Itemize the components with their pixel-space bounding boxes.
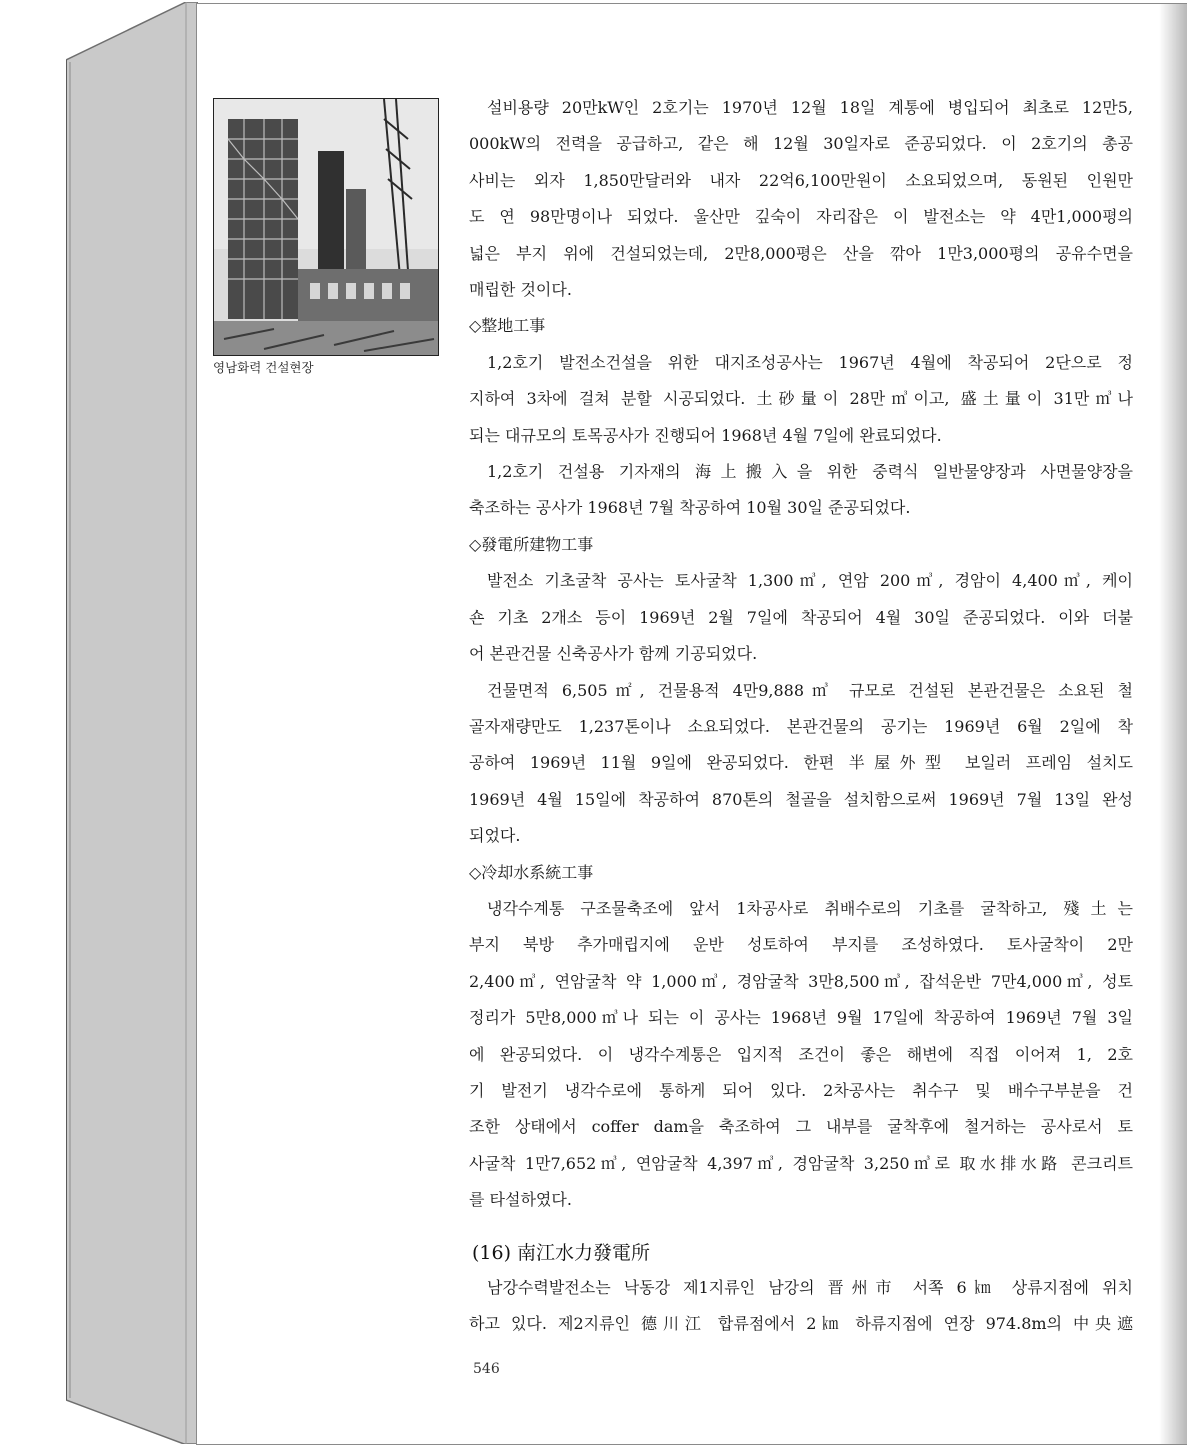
paragraph-line: 매립한 것이다. <box>469 280 572 300</box>
paragraph-line: 어 본관건물 신축공사가 함께 기공되었다. <box>469 644 758 664</box>
paragraph-line: 000kW의 전력을 공급하고, 같은 해 12월 30일자로 준공되었다. 이 2호기의 총공 <box>469 134 1133 154</box>
paragraph-line: 남강수력발전소는 낙동강 제1지류인 남강의 晋州市 서쪽 6㎞ 상류지점에 위치 <box>487 1278 1133 1297</box>
photo-caption: 영남화력 건설현장 <box>213 360 314 375</box>
paragraph-line: 기 발전기 냉각수로에 통하게 되어 있다. 2차공사는 취수구 및 배수구부분을 건 <box>469 1080 1133 1100</box>
page-stack-edge <box>66 2 198 1444</box>
paragraph-line: 에 완공되었다. 이 냉각수계통은 입지적 조건이 좋은 해변에 직접 이어져 1, 2호 <box>469 1044 1133 1064</box>
paragraph-line: 도 연 98만명이나 되었다. 울산만 깊숙이 자리잡은 이 발전소는 약 4만1,000평의 <box>469 207 1133 227</box>
paragraph-line: 1,2호기 건설용 기자재의 海上搬入을 위한 중력식 일반물양장과 사면물양장을 <box>487 462 1133 482</box>
paragraph-line: 공하여 1969년 11월 9일에 완공되었다. 한편 半屋外型 보일러 프레임 설치도 <box>469 753 1133 773</box>
paragraph-line: 를 타설하였다. <box>469 1190 572 1210</box>
page-number: 546 <box>473 1361 500 1377</box>
paragraph-line: 발전소 기초굴착 공사는 토사굴착 1,300㎥, 연암 200㎥, 경암이 4,400㎥, 케이 <box>487 571 1133 591</box>
paragraph-line: 설비용량 20만kW인 2호기는 1970년 12월 18일 계통에 병입되어 최초로 12만5, <box>487 98 1133 117</box>
construction-site-photo <box>213 98 439 356</box>
paragraph-line: 지하여 3차에 걸쳐 분할 시공되었다. 土砂量이 28만㎥이고, 盛土量이 31만㎥나 <box>469 389 1133 409</box>
body-text <box>469 90 1133 1219</box>
paragraph-line: 하고 있다. 제2지류인 德川江 합류점에서 2㎞ 하류지점에 연장 974.8m의 中央遮 <box>469 1314 1133 1333</box>
book-side-graphic <box>66 2 198 1444</box>
paragraph-line: 조한 상태에서 coffer dam을 축조하여 그 내부를 굴착후에 철거하는 공사로서 토 <box>469 1117 1133 1137</box>
document-page <box>196 3 1187 1445</box>
section-body <box>469 1270 1133 1342</box>
subsection-heading: ◇整地工事 <box>469 316 546 336</box>
paragraph-line: 건물면적 6,505㎡, 건물용적 4만9,888㎥ 규모로 건설된 본관건물은 소요된 철 <box>487 680 1133 700</box>
paragraph-line: 넓은 부지 위에 건설되었는데, 2만8,000평은 산을 깎아 1만3,000평의 공유수면을 <box>469 243 1133 263</box>
paragraph-line: 1,2호기 발전소건설을 위한 대지조성공사는 1967년 4월에 착공되어 2단으로 정 <box>487 352 1133 372</box>
paragraph-line: 냉각수계통 구조물축조에 앞서 1차공사로 취배수로의 기초를 굴착하고, 殘土는 <box>487 898 1133 918</box>
page-edge-shadow <box>1159 4 1187 1444</box>
paragraph-line: 축조하는 공사가 1968년 7월 착공하여 10월 30일 준공되었다. <box>469 498 911 518</box>
subsection-heading: ◇冷却水系統工事 <box>469 862 594 882</box>
paragraph-line: 골자재량만도 1,237톤이나 소요되었다. 본관건물의 공기는 1969년 6월 2일에 착 <box>469 716 1133 736</box>
paragraph-line: 2,400㎥, 연암굴착 약 1,000㎥, 경암굴착 3만8,500㎥, 잡석운반 7만4,000㎥, 성토 <box>469 971 1133 991</box>
paragraph-line: 정리가 5만8,000㎥나 되는 이 공사는 1968년 9월 17일에 착공하여 1969년 7월 3일 <box>469 1008 1133 1028</box>
paragraph-line: 1969년 4월 15일에 착공하여 870톤의 철골을 설치함으로써 1969년 7월 13일 완성 <box>469 789 1133 809</box>
paragraph-line: 되었다. <box>469 826 521 846</box>
paragraph-line: 사비는 외자 1,850만달러와 내자 22억6,100만원이 소요되었으며, 동원된 인원만 <box>469 170 1133 190</box>
paragraph-line: 부지 북방 추가매립지에 운반 성토하여 부지를 조성하였다. 토사굴착이 2만 <box>469 935 1133 955</box>
subsection-heading: ◇發電所建物工事 <box>469 534 594 554</box>
paragraph-line: 사굴착 1만7,652㎥, 연암굴착 4,397㎥, 경암굴착 3,250㎥로 取水排水路 콘크리트 <box>469 1153 1133 1173</box>
section-title: (16) 南江水力發電所 <box>472 1242 651 1264</box>
paragraph-line: 되는 대규모의 토목공사가 진행되어 1968년 4월 7일에 완료되었다. <box>469 425 942 445</box>
paragraph-line: 숀 기초 2개소 등이 1969년 2월 7일에 착공되어 4월 30일 준공되었다. 이와 더불 <box>469 607 1133 627</box>
